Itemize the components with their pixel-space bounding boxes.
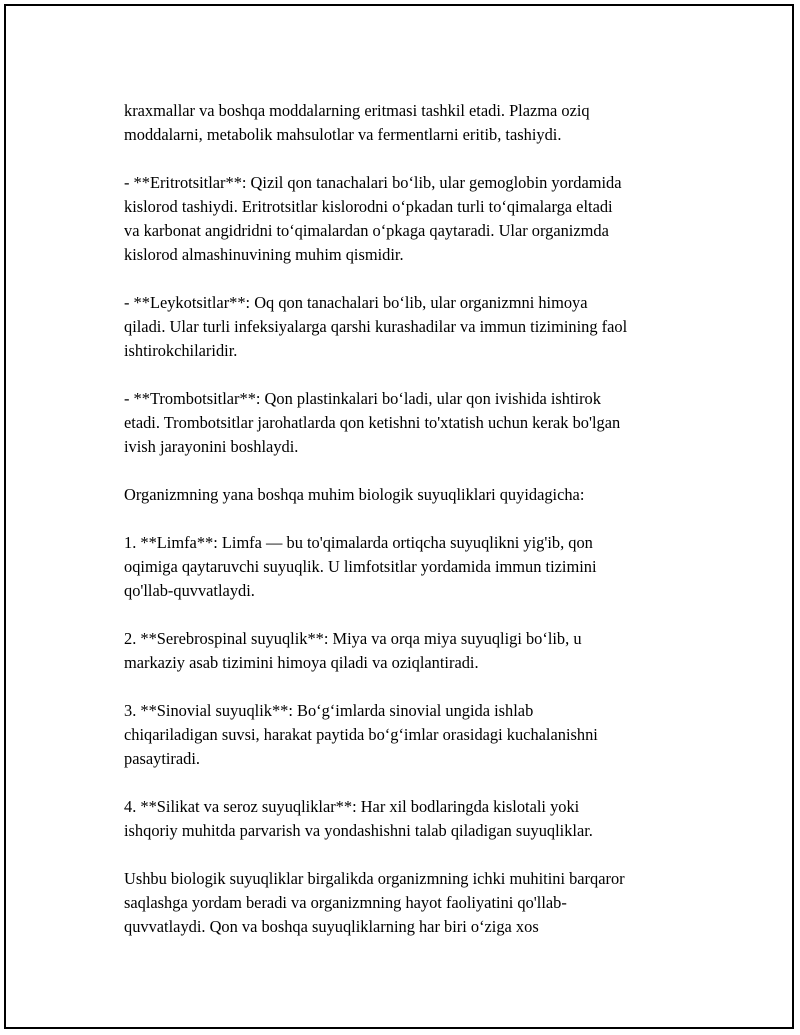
text-line: - **Eritrotsitlar**: Qizil qon tanachalari bo‘lib, ular gemoglobin yordamida	[124, 173, 622, 192]
paragraph-cerebrospinal	[124, 627, 704, 675]
text-line: - **Trombotsitlar**: Qon plastinkalari bo‘ladi, ular qon ivishida ishtirok	[124, 389, 601, 408]
paragraph-serous	[124, 795, 704, 843]
text-line: 1. **Limfa**: Limfa — bu to'qimalarda ortiqcha suyuqlikni yig'ib, qon	[124, 533, 593, 552]
text-line: qiladi. Ular turli infeksiyalarga qarshi kurashadilar va immun tizimining faol	[124, 317, 628, 336]
text-line: kislorod almashinuvining muhim qismidir.	[124, 245, 404, 264]
paragraph-conclusion	[124, 867, 704, 939]
text-line: 2. **Serebrospinal suyuqlik**: Miya va orqa miya suyuqligi bo‘lib, u	[124, 629, 582, 648]
text-line: Organizmning yana boshqa muhim biologik suyuqliklari quyidagicha:	[124, 485, 585, 504]
text-line: moddalarni, metabolik mahsulotlar va fermentlarni eritib, tashiydi.	[124, 125, 562, 144]
text-line: kraxmallar va boshqa moddalarning eritmasi tashkil etadi. Plazma oziq	[124, 101, 590, 120]
text-line: 4. **Silikat va seroz suyuqliklar**: Har xil bodlaringda kislotali yoki	[124, 797, 580, 816]
text-line: etadi. Trombotsitlar jarohatlarda qon ketishni to'xtatish uchun kerak bo'lgan	[124, 413, 621, 432]
text-line: quvvatlaydi. Qon va boshqa suyuqliklarning har biri o‘ziga xos	[124, 917, 539, 936]
text-line: oqimiga qaytaruvchi suyuqlik. U limfotsitlar yordamida immun tizimini	[124, 557, 597, 576]
text-line: markaziy asab tizimini himoya qiladi va oziqlantiradi.	[124, 653, 479, 672]
paragraph-erythrocytes	[124, 171, 704, 267]
paragraph-intro-fluids	[124, 483, 704, 507]
paragraph-leukocytes	[124, 291, 704, 363]
text-line: kislorod tashiydi. Eritrotsitlar kislorodni o‘pkadan turli to‘qimalarga eltadi	[124, 197, 613, 216]
text-line: Ushbu biologik suyuqliklar birgalikda organizmning ichki muhitini barqaror	[124, 869, 625, 888]
paragraph-lymph	[124, 531, 704, 603]
paragraph-synovial	[124, 699, 704, 771]
text-line: - **Leykotsitlar**: Oq qon tanachalari bo‘lib, ular organizmni himoya	[124, 293, 588, 312]
paragraph-plasma	[124, 99, 704, 147]
page-text	[124, 99, 704, 963]
text-line: ishqoriy muhitda parvarish va yondashishni talab qiladigan suyuqliklar.	[124, 821, 593, 840]
paragraph-thrombocytes	[124, 387, 704, 459]
text-line: qo'llab-quvvatlaydi.	[124, 581, 255, 600]
text-line: 3. **Sinovial suyuqlik**: Bo‘g‘imlarda sinovial ungida ishlab	[124, 701, 534, 720]
text-line: ivish jarayonini boshlaydi.	[124, 437, 299, 456]
text-line: chiqariladigan suvsi, harakat paytida bo‘g‘imlar orasidagi kuchalanishni	[124, 725, 598, 744]
page-frame	[4, 4, 794, 1029]
text-line: saqlashga yordam beradi va organizmning hayot faoliyatini qo'llab-	[124, 893, 567, 912]
text-line: ishtirokchilaridir.	[124, 341, 238, 360]
text-line: pasaytiradi.	[124, 749, 201, 768]
text-line: va karbonat angidridni to‘qimalardan o‘pkaga qaytaradi. Ular organizmda	[124, 221, 609, 240]
